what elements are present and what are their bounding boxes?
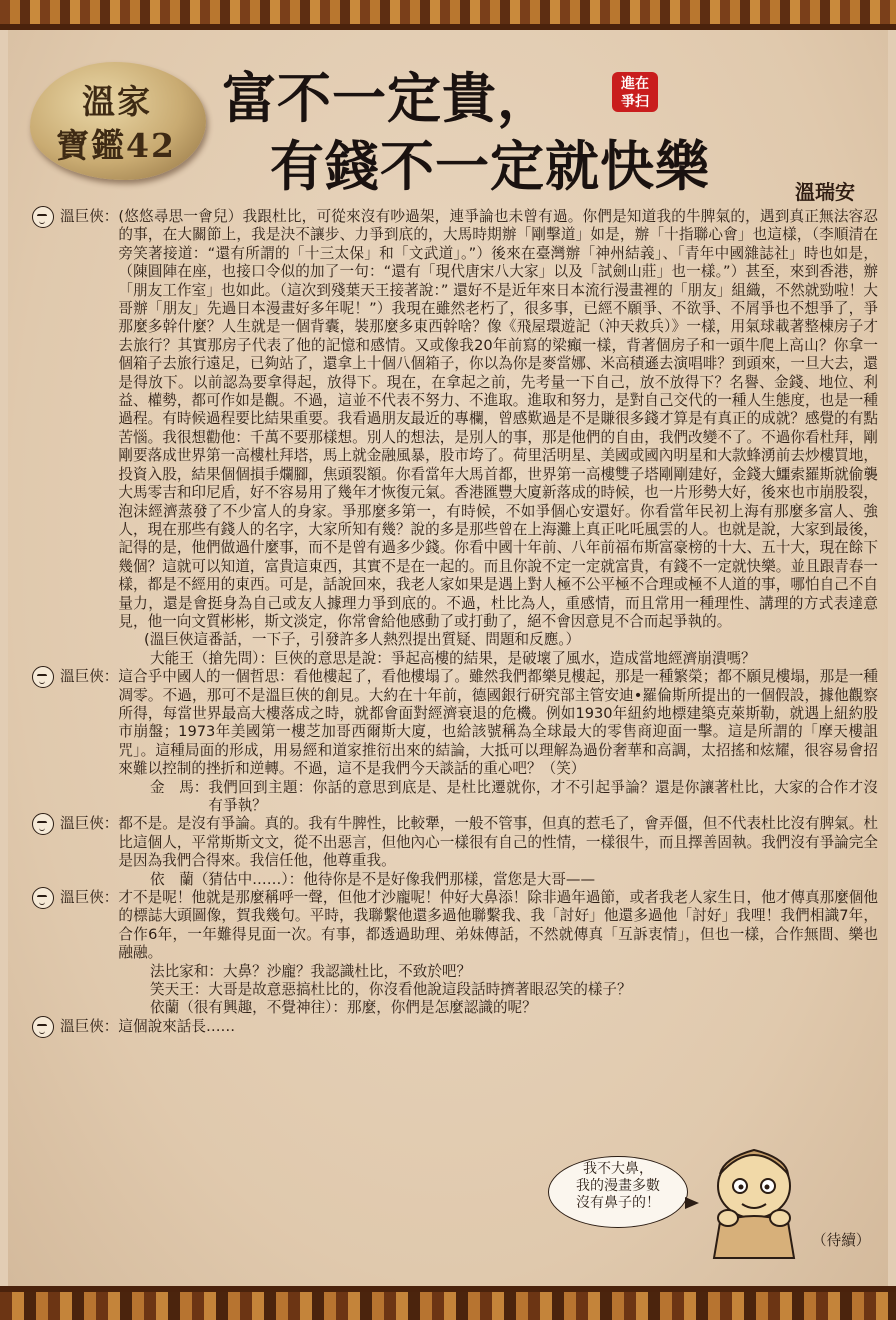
speaker-name: 大能王（搶先問）：: [150, 649, 275, 667]
speaker-name: 法比家和：: [150, 962, 223, 980]
speech-bubble: [548, 1156, 688, 1228]
speaker-face-icon: [32, 206, 54, 228]
speaker-name: 溫巨俠：: [60, 208, 119, 225]
dialogue-text: 他待你是不是好像我們那樣，當您是大哥——: [303, 870, 596, 888]
dialogue-paragraph: [32, 208, 878, 631]
dialogue-paragraph: [32, 981, 878, 999]
dialogue-paragraph: [32, 1018, 878, 1038]
narration-note: (溫巨俠這番話，一下子，引發許多人熱烈提出質疑、問題和反應。）: [144, 631, 581, 649]
page-title-line1: 富不一定貴，: [222, 66, 552, 130]
dialogue-paragraph: [32, 999, 878, 1017]
dialogue-paragraph: [32, 871, 878, 889]
dialogue-paragraph: [32, 631, 878, 649]
bubble-line1: 我不大鼻，: [583, 1161, 653, 1177]
column-logo-stone: [30, 62, 206, 180]
decorative-top-border: [0, 0, 896, 30]
dialogue-text: 這個說來話長……: [118, 1017, 236, 1035]
speaker-name: 溫巨俠：: [60, 1017, 119, 1035]
speaker-name: 溫巨俠：: [60, 668, 119, 686]
speaker-face-icon: [32, 887, 54, 909]
dialogue-text: 大鼻？沙龐？我認識杜比，不致於吧？: [222, 962, 472, 980]
speaker-name: 金 馬：: [150, 778, 209, 796]
dialogue-paragraph: [32, 779, 878, 816]
speaker-name: 依 蘭（猜估中……）：: [150, 870, 304, 888]
speaker-name: 依蘭（很有興趣，不覺神往）：: [150, 999, 348, 1017]
bubble-line2: 我的漫畫多數: [576, 1178, 660, 1194]
dialogue-paragraph: [32, 815, 878, 870]
dialogue-text: 這合乎中國人的一個哲思：看他樓起了，看他樓塌了。雖然我們都樂見樓起，那是一種繁榮；都不願見樓塌，那是一種凋零。不過，那可不是溫巨俠的創見。大約在十年前，德國銀行研究部主管安迪•羅倫斯所提出的一個假設，據他觀察所得，每當世界最高大樓落成之時，就都會面對經濟衰退的危機。例如1930年紐約地標建築克萊斯勒，就遇上紐約股市崩盤；1973年美國第一樓芝加哥西爾斯大廈，也給該號稱為全球最大的零售商迎面一擊。這是所謂的「摩天樓詛咒」。這種局面的形成，用易經和道家推衍出來的結論，大抵可以理解為過份奢華和高調，太招搖和炫耀，很容易會招來難以控制的挫折和逆轉。不過，這不是我們今天談話的重心吧？（笑）: [118, 668, 878, 778]
speaker-name: 笑天王：: [150, 981, 209, 999]
dialogue-paragraph: [32, 889, 878, 963]
dialogue-text: 才不是呢！他就是那麼稱呼一聲，但他才沙龐呢！仲好大鼻添！除非過年過節，或者我老人家生日，他才傳真那麼個他的標誌大頭圖像，賀我幾句。平時，我聯繫他還多過他聯繫我、我「討好」他還多過他「討好」我哩！我們相識7年，合作6年，一年難得見面一次。有事，都透過助理、弟妹傳話，不然就傳真「互訴衷情」，但也一樣，合作無間、樂也融融。: [118, 889, 878, 962]
red-seal-badge: [612, 72, 658, 112]
dialogue-paragraph: [32, 650, 878, 668]
page-title-line2: 有錢不一定就快樂: [270, 134, 710, 198]
dialogue-text: 都不是。是沒有爭論。真的。我有牛脾性，比較犟，一般不管事，但真的惹毛了，會弄僵，但不代表杜比沒有脾氣。杜比這個人，平常斯斯文文，從不出惡言，但他內心一樣很有自己的性情，一樣很牛，而且擇善固執。我們沒有爭論完全是因為我們合得來。我信任他，他尊重我。: [118, 815, 878, 870]
cartoon-character-illustration: [690, 1140, 818, 1260]
dialogue-paragraph: [32, 668, 878, 778]
author-name: 溫瑞安: [795, 180, 855, 204]
dialogue-paragraph: [32, 963, 878, 981]
article-body: [32, 208, 878, 1038]
speaker-face-icon: [32, 1016, 54, 1038]
badge-line1: 進在: [621, 76, 649, 92]
decorative-bottom-border: [0, 1286, 896, 1320]
to-be-continued: （待續）: [812, 1232, 871, 1249]
dialogue-text: 大哥是故意惡搞杜比的，你沒看他說這段話時擠著眼忍笑的樣子？: [208, 981, 632, 999]
dialogue-text: (悠悠尋思一會兒）我跟杜比，可從來沒有吵過架，連爭論也未曾有過。你們是知道我的牛脾氣的，遇到真正無法容忍的事，在大關節上，我是決不讓步、力爭到底的，大馬時期辦「剛擊道」如是，辦「十指聯心會」也這樣，（李順清在旁笑著接道：“還有所謂的「十三太保」和「文武道」。”）後來在臺灣辦「神州結義」、「青年中國雜誌社」時也如是，（陳圓陣在座，也接口令似的加了一句：“還有「現代唐宋八大家」以及「試劍山莊」也一樣。”）甚至，來到香港，辦「朋友工作室」也如此。（這次到殘葉天王接著說：” 還好不是近年來日本流行漫畫裡的「朋友」組織，不然就勁啦！大哥辦「朋友」先過日本漫畫好多年呢！”）我現在雖然老朽了，很多事，已經不願爭、不欲爭、不屑爭也不想爭了，爭那麼多幹什麼？人生就是一個背囊，裝那麼多東西幹啥？像《飛屋環遊記（沖天救兵）》一樣，用氣球載著整棟房子才去旅行？其實那房子代表了他的記憶和感情。又或像我20年前寫的梁癲一樣，背著個房子和一頭牛爬上高山？你拿一個箱子去旅行遠足，已夠站了，還拿上十個八個箱子，你以為你是麥當娜、米高積遜去演唱啡？到頭來，一旦大去，還是得放下。以前認為要拿得起，放得下。現在，在拿起之前，先考量一下自己，放不放得下？名譽、金錢、地位、利益、權勢，都可作如是觀。不過，這並不代表不努力、不進取。進取和努力，是對自己交代的一種人生態度，也是一種過程。有時候過程要比結果重要。我看過朋友最近的專欄，曾感歎過是不是賺很多錢才算是有真正的成就？感覺的有點苦惱。我很想勸他：千萬不要那樣想。別人的想法，是別人的事，那是他們的自由，我們改變不了。不過你看杜拜，剛剛要落成世界第一高樓杜拜塔，馬上就金融風暴，股市垮了。荷里活明星、美國或國內明星和大款蜂湧前去炒樓買地，投資入股，結果個個損手爛腳，焦頭裂額。你看當年大馬首都，世界第一高樓雙子塔剛剛建好，金錢大鱷索羅斯就偷襲大馬零吉和印尼盾，好不容易用了幾年才恢復元氣。香港匯豐大廈新落成的時候，也一片形勢大好，後來也市崩股裂，泡沫經濟蒸發了不少富人的身家。爭那麼多第一，有時候，不如爭個心安還好。你看當年民初上海有那麼多富人、強人，現在那些有錢人的名字，大家所知有幾？說的多是那些曾在上海灘上真正叱吒風雲的人。也就是說，大家到最後，記得的是，他們做過什麼事，而不是曾有過多少錢。你看中國十年前、八年前福布斯富豪榜的十大、五十大，現在餘下幾個？這就可以知道，富貴這東西，其實不是在一起的。而且你說不定一定就富貴，有錢不一定就快樂。並且跟青春一樣，都是不經用的東西。可是，話說回來，我老人家如果是遇上對人極不公平極不合理或極不人道的事，哪怕自己不自量力，還是會挺身為自己或友人據理力爭到底的。不過，杜比為人，重感情，而且常用一種理性、講理的方式表達意見，他一向文質彬彬，斯文淡定，你常會給他感動了或打動了，絕不會因意見不合而起爭執的。: [118, 208, 878, 630]
dialogue-text: 我們回到主題：你話的意思到底是、是杜比遷就你，才不引起爭論？還是你讓著杜比，大家的合作才沒有爭執？: [208, 778, 878, 814]
dialogue-text: 那麼，你們是怎麼認識的呢？: [347, 999, 537, 1017]
speaker-name: 溫巨俠：: [60, 889, 119, 907]
speaker-face-icon: [32, 813, 54, 835]
column-name-line1: 溫家: [82, 82, 152, 121]
speaker-name: 溫巨俠：: [60, 815, 119, 833]
badge-line2: 爭扫: [621, 94, 649, 110]
speaker-face-icon: [32, 666, 54, 688]
dialogue-text: 巨俠的意思是說：爭起高樓的結果，是破壞了風水，造成當地經濟崩潰嗎？: [274, 649, 756, 667]
bubble-line3: 沒有鼻子的！: [576, 1195, 660, 1211]
column-name-line2: 寶鑑42: [56, 126, 176, 165]
